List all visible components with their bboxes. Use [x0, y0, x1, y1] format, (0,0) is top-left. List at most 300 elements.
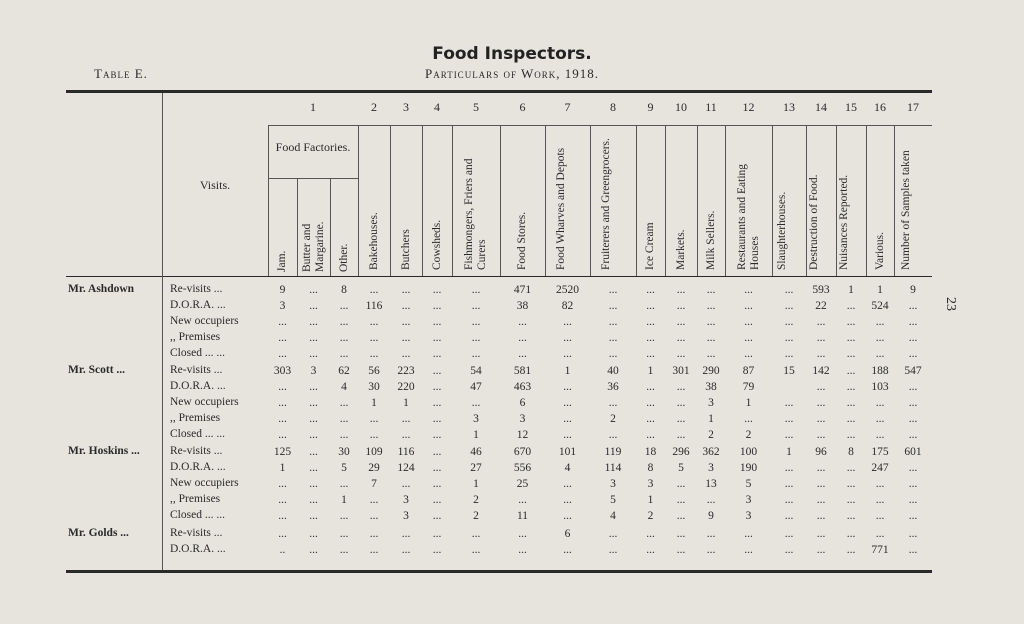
table-cell: 524: [871, 300, 889, 312]
table-cell: 47: [470, 381, 482, 393]
col-divider: [866, 125, 867, 276]
table-cell: 301: [672, 365, 690, 377]
table-cell: 56: [368, 365, 380, 377]
table-cell: ...: [908, 397, 918, 409]
table-cell: 593: [812, 284, 830, 296]
table-cell: ...: [339, 413, 349, 425]
column-header: Food Stores.: [516, 211, 528, 270]
col-divider: [422, 125, 423, 276]
column-header: Destruction of Food.: [808, 174, 820, 270]
column-header: Cowsheds.: [430, 219, 443, 270]
column-header: Fishmongers, Friers and Curers: [463, 158, 488, 270]
visits-header: Visits.: [199, 178, 231, 192]
table-cell: ...: [471, 397, 481, 409]
table-cell: ...: [608, 528, 618, 540]
table-cell: ...: [875, 494, 885, 506]
table-cell: ...: [432, 544, 442, 556]
table-cell: 3: [519, 413, 526, 425]
table-cell: 9: [910, 284, 916, 296]
table-cell: ..: [279, 544, 286, 556]
inspector-name: Mr. Hoskins ...: [68, 445, 140, 457]
table-cell: 7: [371, 478, 377, 490]
table-cell: ...: [875, 332, 885, 344]
table-cell: 46: [470, 446, 482, 458]
table-cell: 96: [815, 446, 827, 458]
table-cell: 3: [310, 365, 317, 377]
table-cell: ...: [369, 429, 379, 441]
table-cell: 3: [403, 494, 409, 506]
table-cell: 101: [558, 446, 577, 458]
table-cell: ...: [744, 528, 753, 540]
header-rule: [66, 276, 932, 277]
table-cell: ...: [309, 300, 318, 312]
table-cell: 223: [397, 365, 415, 377]
table-cell: ...: [706, 348, 716, 360]
table-cell: ...: [846, 413, 856, 425]
top-rule: [66, 90, 932, 93]
table-cell: ...: [676, 381, 686, 393]
table-cell: 471: [513, 284, 532, 296]
table-cell: ...: [784, 332, 794, 344]
table-cell: ...: [518, 316, 527, 328]
table-cell: ...: [432, 494, 442, 506]
table-cell: ...: [846, 462, 856, 474]
table-cell: ...: [875, 478, 885, 490]
table-cell: ...: [676, 316, 686, 328]
table-cell: 8: [848, 446, 854, 458]
visit-type-label: New occupiers: [170, 477, 239, 489]
table-cell: ...: [816, 348, 826, 360]
table-cell: ...: [816, 544, 826, 556]
table-cell: ...: [432, 300, 442, 312]
column-group-number: 2: [371, 100, 377, 114]
table-cell: ...: [432, 429, 442, 441]
visit-type-label: Closed ... ...: [170, 347, 225, 359]
table-cell: ...: [278, 397, 287, 409]
table-cell: ...: [676, 510, 686, 522]
column-header: Various.: [873, 231, 886, 270]
column-group-number: 16: [874, 100, 886, 114]
table-cell: ...: [563, 429, 572, 441]
table-cell: ...: [646, 300, 655, 312]
col-divider: [390, 125, 391, 276]
visit-type-label: Closed ... ...: [170, 509, 225, 521]
table-cell: 119: [604, 446, 622, 458]
column-header: Number of Samples taken: [900, 150, 912, 270]
table-cell: ...: [908, 300, 918, 312]
table-cell: ...: [875, 413, 885, 425]
table-cell: ...: [744, 300, 753, 312]
column-group-number: 5: [473, 100, 479, 114]
table-cell: ...: [744, 284, 753, 296]
table-cell: ...: [706, 332, 716, 344]
table-cell: ...: [816, 429, 826, 441]
table-cell: ...: [432, 462, 442, 474]
column-header: Jam.: [276, 250, 288, 272]
visit-type-label: D.O.R.A. ...: [170, 543, 226, 555]
table-cell: ...: [908, 381, 918, 393]
table-cell: ...: [608, 544, 618, 556]
table-cell: ...: [875, 316, 885, 328]
table-cell: ...: [278, 348, 287, 360]
table-cell: ...: [816, 528, 826, 540]
table-cell: ...: [471, 348, 481, 360]
column-header: Nuisances Reported.: [838, 174, 850, 270]
table-cell: 1: [564, 365, 571, 377]
table-cell: ...: [846, 316, 856, 328]
table-cell: 1: [341, 494, 347, 506]
table-cell: ...: [646, 332, 655, 344]
col-divider: [297, 178, 298, 276]
table-cell: ...: [646, 413, 655, 425]
table-cell: ...: [846, 365, 856, 377]
table-cell: 3: [708, 462, 714, 474]
table-cell: ...: [563, 316, 572, 328]
food-factories-rule: [268, 178, 358, 179]
table-cell: 87: [742, 365, 755, 377]
table-cell: ...: [646, 429, 655, 441]
column-header: Butchers: [399, 229, 412, 270]
table-cell: ...: [309, 429, 318, 441]
table-cell: ...: [518, 494, 527, 506]
table-cell: ...: [339, 478, 349, 490]
table-cell: ...: [784, 494, 794, 506]
table-cell: ...: [744, 544, 753, 556]
visit-type-label: Re-visits ...: [170, 445, 223, 457]
table-cell: 5: [678, 462, 684, 474]
table-cell: ...: [875, 429, 885, 441]
table-cell: ...: [369, 494, 379, 506]
table-cell: ...: [471, 332, 481, 344]
table-cell: ...: [744, 332, 753, 344]
table-cell: 124: [397, 462, 415, 474]
visit-type-label: D.O.R.A. ...: [170, 461, 226, 473]
table-cell: ...: [846, 332, 856, 344]
table-cell: 190: [739, 462, 758, 474]
table-cell: ...: [432, 381, 442, 393]
table-cell: 29: [368, 462, 380, 474]
table-cell: ...: [816, 478, 826, 490]
column-group-number: 4: [434, 100, 440, 114]
table-cell: ...: [706, 284, 716, 296]
table-cell: ...: [401, 478, 411, 490]
column-header: Milk Sellers.: [704, 210, 717, 270]
table-cell: ...: [676, 397, 686, 409]
table-cell: ...: [744, 413, 753, 425]
table-cell: ...: [432, 510, 442, 522]
table-cell: 25: [516, 478, 529, 490]
col-divider: [636, 125, 637, 276]
table-cell: ...: [309, 413, 318, 425]
table-cell: ...: [784, 284, 794, 296]
table-cell: ...: [816, 316, 826, 328]
col-divider: [806, 125, 807, 276]
column-header: Fruiterers and Greengrocers.: [600, 138, 612, 270]
table-cell: 114: [604, 462, 622, 474]
table-cell: ...: [369, 528, 379, 540]
table-cell: 116: [397, 446, 415, 458]
table-cell: ...: [846, 528, 856, 540]
table-cell: ...: [646, 381, 655, 393]
table-cell: ...: [278, 510, 287, 522]
table-cell: ...: [309, 397, 318, 409]
table-cell: ...: [309, 462, 318, 474]
column-header: Restaurants and Eating Houses: [735, 163, 761, 270]
table-cell: ...: [816, 397, 826, 409]
table-label: Table E.: [94, 66, 148, 81]
table-cell: 12: [516, 429, 529, 441]
table-cell: 5: [610, 494, 616, 506]
table-cell: 463: [513, 381, 532, 393]
table-cell: 116: [365, 300, 383, 312]
table-cell: 13: [705, 478, 717, 490]
col-divider: [452, 125, 453, 276]
table-cell: 109: [365, 446, 383, 458]
table-cell: 38: [705, 381, 717, 393]
table-cell: 3: [745, 510, 752, 522]
table-cell: ...: [608, 284, 618, 296]
table-cell: ...: [608, 316, 618, 328]
table-cell: ...: [471, 544, 481, 556]
table-cell: ...: [784, 413, 794, 425]
table-cell: ...: [784, 462, 794, 474]
table-cell: ...: [784, 528, 794, 540]
table-cell: ...: [563, 348, 572, 360]
table-cell: ...: [432, 528, 442, 540]
table-cell: ...: [875, 397, 885, 409]
table-cell: ...: [706, 494, 716, 506]
table-cell: ...: [846, 478, 856, 490]
column-group-number: 13: [783, 100, 795, 114]
table-cell: ...: [278, 316, 287, 328]
col-divider: [836, 125, 837, 276]
table-cell: 670: [513, 446, 532, 458]
table-cell: 771: [871, 544, 889, 556]
table-cell: ...: [676, 332, 686, 344]
table-cell: 1: [473, 478, 479, 490]
table-cell: ...: [846, 494, 856, 506]
table-cell: 30: [368, 381, 380, 393]
table-cell: ...: [846, 544, 856, 556]
table-cell: 1: [473, 429, 479, 441]
table-cell: 2: [610, 413, 616, 425]
table-cell: ...: [369, 316, 379, 328]
table-cell: ...: [744, 316, 753, 328]
table-cell: ...: [369, 510, 379, 522]
table-cell: ...: [563, 478, 572, 490]
table-cell: ...: [563, 332, 572, 344]
table-cell: ...: [908, 494, 918, 506]
inspector-name: Mr. Golds ...: [68, 527, 129, 539]
table-cell: ...: [908, 462, 918, 474]
table-cell: ...: [471, 300, 481, 312]
table-cell: ...: [875, 528, 885, 540]
table-cell: ...: [908, 348, 918, 360]
table-cell: ...: [518, 348, 527, 360]
table-cell: ...: [608, 429, 618, 441]
food-factories-header: Food Factories.: [275, 140, 351, 154]
table-cell: 6: [564, 528, 571, 540]
column-group-number: 3: [403, 100, 409, 114]
table-cell: ...: [706, 316, 716, 328]
table-cell: ...: [518, 528, 527, 540]
table-cell: 2: [647, 510, 654, 522]
table-cell: 38: [516, 300, 529, 312]
table-cell: ...: [339, 429, 349, 441]
visit-type-label: ,, Premises: [170, 412, 221, 424]
table-cell: ...: [309, 381, 318, 393]
table-cell: 2: [708, 429, 714, 441]
table-cell: ...: [563, 413, 572, 425]
table-cell: ...: [908, 413, 918, 425]
table-cell: ...: [278, 413, 287, 425]
table-cell: 6: [519, 397, 526, 409]
column-group-number: 15: [845, 100, 857, 114]
table-cell: ...: [563, 397, 572, 409]
table-cell: 8: [647, 462, 654, 474]
inspector-name: Mr. Ashdown: [68, 283, 135, 295]
table-cell: ...: [339, 300, 349, 312]
table-cell: ...: [369, 348, 379, 360]
column-header: Slaughterhouses.: [776, 191, 788, 270]
table-cell: ...: [432, 284, 442, 296]
table-cell: ...: [646, 397, 655, 409]
visit-type-label: D.O.R.A. ...: [170, 299, 226, 311]
inspector-name: Mr. Scott ...: [68, 364, 126, 376]
table-cell: ...: [908, 316, 918, 328]
table-cell: ...: [369, 284, 379, 296]
table-cell: ...: [908, 429, 918, 441]
visit-type-label: Closed ... ...: [170, 428, 225, 440]
column-header: Ice Cream: [644, 222, 656, 270]
col-divider: [590, 125, 591, 276]
table-cell: ...: [401, 300, 411, 312]
visit-type-label: Re-visits ...: [170, 364, 223, 376]
table-cell: ...: [401, 544, 411, 556]
table-cell: 175: [871, 446, 889, 458]
table-cell: ...: [608, 348, 618, 360]
table-cell: ...: [432, 478, 442, 490]
table-cell: ...: [706, 300, 716, 312]
column-group-number: 14: [815, 100, 827, 114]
column-header: Markets.: [674, 229, 687, 270]
table-cell: ...: [309, 446, 318, 458]
table-cell: ...: [563, 381, 572, 393]
table-cell: ...: [784, 300, 794, 312]
table-cell: ...: [563, 494, 572, 506]
table-cell: ...: [278, 478, 287, 490]
table-cell: 3: [647, 478, 654, 490]
column-group-number: 10: [675, 100, 687, 114]
table-cell: 103: [871, 381, 889, 393]
table-cell: ...: [784, 429, 794, 441]
table-cell: ...: [309, 284, 318, 296]
table-cell: 3: [403, 510, 409, 522]
table-cell: ...: [816, 413, 826, 425]
table-cell: ...: [816, 462, 826, 474]
table-cell: ...: [816, 510, 826, 522]
table-cell: 220: [397, 381, 415, 393]
table-cell: 296: [672, 446, 690, 458]
table-cell: ...: [278, 528, 287, 540]
table-cell: ...: [401, 316, 411, 328]
table-cell: ...: [563, 510, 572, 522]
table-cell: ...: [908, 510, 918, 522]
table-cell: ...: [369, 332, 379, 344]
table-cell: ...: [846, 300, 856, 312]
table-cell: ...: [401, 413, 411, 425]
col-divider: [772, 125, 773, 276]
table-cell: 3: [473, 413, 479, 425]
table-cell: ...: [471, 528, 481, 540]
table-cell: ...: [369, 413, 379, 425]
table-cell: ...: [339, 332, 349, 344]
table-cell: ...: [816, 494, 826, 506]
column-header: Other.: [337, 243, 350, 272]
table-cell: 54: [470, 365, 482, 377]
column-group-number: 11: [705, 100, 717, 114]
table-cell: ...: [875, 348, 885, 360]
table-cell: ...: [676, 348, 686, 360]
table-cell: 1: [371, 397, 377, 409]
table-cell: ...: [278, 494, 287, 506]
table-cell: ...: [646, 284, 655, 296]
table-cell: ...: [676, 284, 686, 296]
table-cell: ...: [339, 544, 349, 556]
table-cell: 4: [341, 381, 347, 393]
table-cell: ...: [401, 348, 411, 360]
table-cell: ...: [846, 397, 856, 409]
table-cell: 1: [786, 446, 792, 458]
table-cell: ...: [278, 332, 287, 344]
table-cell: 18: [644, 446, 657, 458]
visit-type-label: Re-visits ...: [170, 283, 223, 295]
table-cell: 3: [708, 397, 714, 409]
table-cell: ...: [339, 528, 349, 540]
col-divider: [358, 125, 359, 276]
table-cell: ...: [744, 348, 753, 360]
table-cell: 188: [871, 365, 889, 377]
table-cell: 4: [564, 462, 571, 474]
table-cell: ...: [908, 544, 918, 556]
table-cell: ...: [401, 429, 411, 441]
col-divider: [500, 125, 501, 276]
column-header: Butter and Margarine.: [300, 221, 326, 272]
column-header: Bakehouses.: [367, 212, 380, 270]
table-cell: ...: [784, 544, 794, 556]
table-cell: ...: [339, 397, 349, 409]
table-cell: ...: [309, 510, 318, 522]
table-cell: 2: [473, 494, 479, 506]
table-cell: 9: [708, 510, 714, 522]
col-divider: [894, 125, 895, 276]
table-cell: ...: [846, 348, 856, 360]
col-divider: [330, 178, 331, 276]
table-cell: ...: [471, 284, 481, 296]
table-cell: [772, 380, 806, 394]
table-cell: ...: [676, 413, 686, 425]
column-header: Food Wharves and Depots: [554, 147, 567, 270]
page-number: 23: [943, 297, 958, 311]
col-divider: [545, 125, 546, 276]
table-cell: ...: [676, 429, 686, 441]
visit-type-label: Re-visits ...: [170, 527, 223, 539]
table-cell: 1: [708, 413, 714, 425]
table-cell: 2: [473, 510, 479, 522]
table-cell: ...: [432, 397, 442, 409]
table-cell: ...: [309, 316, 318, 328]
table-cell: 27: [470, 462, 482, 474]
